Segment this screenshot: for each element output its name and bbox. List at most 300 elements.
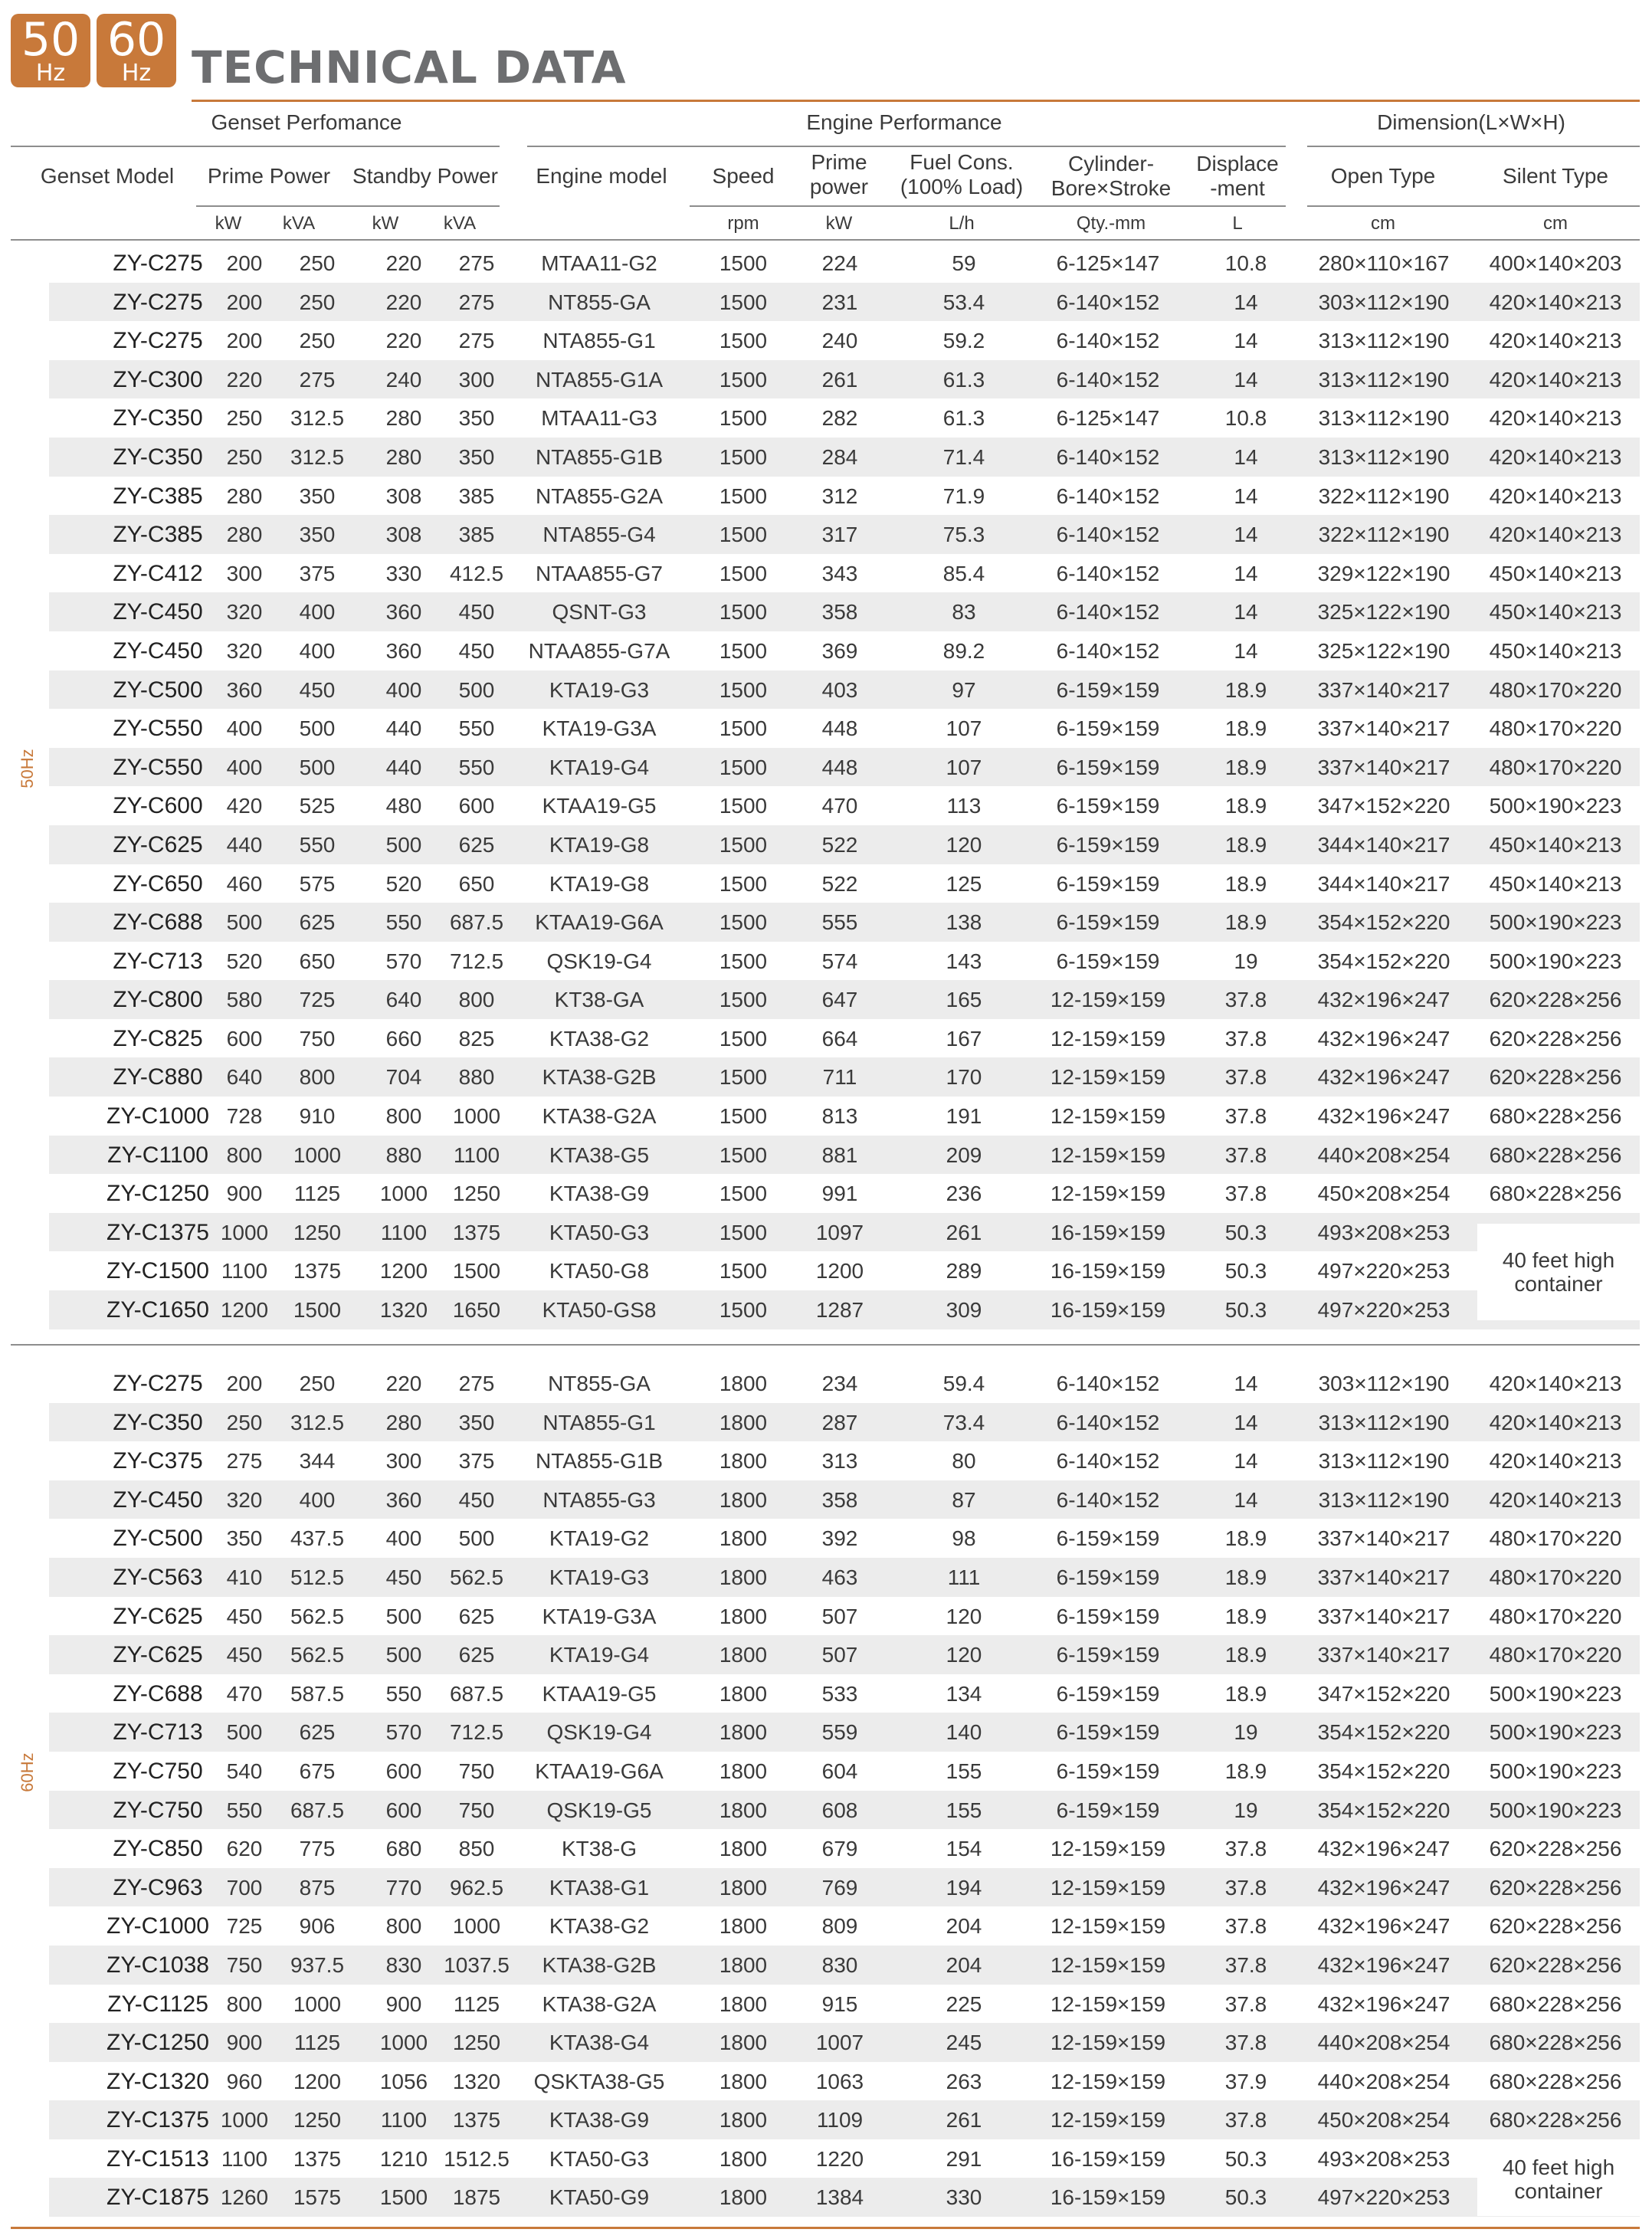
cell-speed: 1500 — [719, 755, 768, 779]
cell-fuel-consumption: 61.3 — [942, 406, 985, 431]
cell-engine-prime-kw: 881 — [821, 1142, 858, 1167]
cell-prime-kva: 650 — [299, 949, 336, 973]
cell-speed: 1500 — [719, 988, 768, 1012]
cell-open-type-dimension: 432×196×247 — [1317, 1991, 1450, 2016]
cell-prime-kva: 1000 — [293, 1991, 342, 2016]
cell-genset-model: ZY-C1375 — [107, 2107, 209, 2133]
cell-genset-model: ZY-C1320 — [107, 2068, 209, 2094]
cell-prime-kw: 280 — [226, 523, 263, 547]
cell-prime-kw: 700 — [226, 1875, 263, 1900]
cell-prime-kw: 250 — [226, 1410, 263, 1434]
cell-engine-prime-kw: 240 — [821, 329, 858, 353]
cell-fuel-consumption: 330 — [946, 2185, 982, 2210]
cell-silent-type-dimension: 420×140×213 — [1489, 367, 1622, 392]
cell-standby-kw: 520 — [385, 871, 422, 896]
col-engine-prime-line1: Prime — [811, 150, 867, 174]
cell-fuel-consumption: 138 — [946, 910, 982, 935]
cell-engine-prime-kw: 711 — [822, 1065, 857, 1090]
cell-silent-type-dimension: 450×140×213 — [1489, 871, 1622, 896]
cell-engine-model: NTA855-G4 — [542, 523, 656, 547]
table-row — [49, 360, 1640, 399]
cell-displacement: 37.9 — [1224, 2069, 1267, 2093]
cell-speed: 1800 — [719, 1565, 768, 1589]
cell-standby-kw: 450 — [385, 1565, 422, 1589]
table-row — [49, 438, 1640, 477]
cell-standby-kw: 300 — [385, 1449, 422, 1474]
cell-fuel-consumption: 289 — [946, 1259, 982, 1283]
cell-cylinder-bore-stroke: 6-159×159 — [1056, 1759, 1160, 1783]
cell-open-type-dimension: 440×208×254 — [1317, 2069, 1450, 2093]
cell-prime-kva: 875 — [299, 1875, 336, 1900]
cell-fuel-consumption: 89.2 — [942, 638, 985, 663]
cell-engine-prime-kw: 282 — [821, 406, 858, 431]
table-row — [49, 1829, 1640, 1868]
cell-prime-kva: 725 — [299, 988, 336, 1012]
cell-speed: 1800 — [719, 1952, 768, 1977]
cell-engine-prime-kw: 231 — [821, 290, 858, 314]
cell-standby-kw: 500 — [385, 832, 422, 857]
cell-prime-kw: 350 — [226, 1526, 263, 1551]
cell-standby-kva: 1650 — [452, 1298, 501, 1323]
cell-silent-type-dimension: 420×140×213 — [1489, 1372, 1622, 1395]
cell-prime-kw: 800 — [226, 1142, 263, 1167]
cell-fuel-consumption: 73.4 — [942, 1410, 985, 1434]
cell-open-type-dimension: 450×208×254 — [1317, 2108, 1450, 2132]
cell-standby-kva: 550 — [458, 755, 495, 779]
cell-speed: 1500 — [719, 832, 768, 857]
table-50hz — [49, 244, 1640, 1329]
cell-displacement: 18.9 — [1224, 1643, 1267, 1667]
table-row — [49, 1946, 1640, 1985]
table-row — [49, 1480, 1640, 1519]
cell-displacement: 14 — [1234, 1372, 1258, 1395]
col-fuel-line2: (100% Load) — [900, 175, 1024, 198]
cell-prime-kva: 250 — [299, 1372, 336, 1395]
table-row — [49, 244, 1640, 283]
cell-standby-kw: 240 — [385, 367, 422, 392]
cell-prime-kw: 250 — [226, 444, 263, 469]
cell-engine-prime-kw: 284 — [821, 444, 858, 469]
cell-standby-kva: 750 — [458, 1759, 495, 1783]
cell-silent-type-dimension: 620×228×256 — [1489, 1065, 1622, 1090]
cell-speed: 1800 — [719, 1372, 768, 1395]
cell-cylinder-bore-stroke: 12-159×159 — [1050, 1142, 1166, 1167]
cell-speed: 1500 — [719, 561, 768, 585]
cell-prime-kva: 800 — [299, 1065, 336, 1090]
cell-fuel-consumption: 75.3 — [942, 523, 985, 547]
cell-open-type-dimension: 325×122×190 — [1317, 600, 1450, 624]
cell-cylinder-bore-stroke: 16-159×159 — [1050, 1298, 1166, 1323]
cell-open-type-dimension: 313×112×190 — [1318, 406, 1450, 431]
unit-engine-power: kW — [825, 213, 853, 234]
cell-engine-prime-kw: 1097 — [815, 1220, 864, 1244]
col-engine-prime-power — [797, 150, 881, 199]
cell-open-type-dimension: 337×140×217 — [1317, 677, 1450, 702]
cell-cylinder-bore-stroke: 6-140×152 — [1056, 444, 1160, 469]
cell-standby-kw: 550 — [385, 910, 422, 935]
cell-prime-kva: 1250 — [293, 1220, 342, 1244]
col-engine-model: Engine model — [536, 164, 667, 188]
cell-open-type-dimension: 325×122×190 — [1317, 638, 1450, 663]
cell-standby-kw: 360 — [385, 638, 422, 663]
cell-fuel-consumption: 98 — [952, 1526, 976, 1551]
cell-prime-kw: 580 — [226, 988, 263, 1012]
cell-standby-kw: 800 — [385, 1914, 422, 1939]
cell-genset-model: ZY-C450 — [113, 599, 203, 625]
engine-performance-heading: Engine Performance — [806, 110, 1002, 134]
cell-engine-prime-kw: 830 — [821, 1952, 858, 1977]
unit-open-type: cm — [1371, 213, 1395, 234]
cell-silent-type-dimension: 420×140×213 — [1489, 329, 1622, 353]
cell-prime-kva: 1125 — [293, 2031, 341, 2055]
cell-standby-kva: 712.5 — [449, 1720, 504, 1745]
cell-genset-model: ZY-C1038 — [107, 1952, 209, 1978]
cell-prime-kva: 375 — [299, 561, 336, 585]
cell-genset-model: ZY-C625 — [113, 1603, 203, 1629]
cell-open-type-dimension: 432×196×247 — [1317, 1065, 1450, 1090]
cell-cylinder-bore-stroke: 6-159×159 — [1056, 1720, 1160, 1745]
cell-cylinder-bore-stroke: 16-159×159 — [1050, 2146, 1166, 2171]
cell-cylinder-bore-stroke: 6-159×159 — [1056, 1798, 1160, 1822]
cell-open-type-dimension: 337×140×217 — [1317, 1604, 1450, 1628]
cell-genset-model: ZY-C412 — [113, 560, 203, 586]
cell-open-type-dimension: 322×112×190 — [1318, 484, 1450, 508]
cell-silent-type-dimension: 500×190×223 — [1489, 1798, 1622, 1822]
cell-cylinder-bore-stroke: 6-159×159 — [1056, 910, 1160, 935]
genset-group-rule — [11, 146, 500, 147]
cell-genset-model: ZY-C1375 — [107, 1219, 209, 1245]
cell-genset-model: ZY-C750 — [113, 1758, 203, 1784]
cell-prime-kva: 906 — [299, 1914, 336, 1939]
col-open-type: Open Type — [1330, 164, 1436, 188]
table-row — [49, 631, 1640, 670]
col-displacement-line2: -ment — [1210, 176, 1265, 200]
cell-displacement: 37.8 — [1224, 1991, 1267, 2016]
cell-cylinder-bore-stroke: 6-140×152 — [1056, 1372, 1160, 1395]
cell-engine-prime-kw: 463 — [821, 1565, 858, 1589]
cell-fuel-consumption: 107 — [946, 716, 982, 741]
cell-genset-model: ZY-C1500 — [107, 1258, 209, 1284]
cell-silent-type-dimension: 480×170×220 — [1489, 1565, 1622, 1589]
col-fuel-line1: Fuel Cons. — [910, 150, 1014, 174]
cell-cylinder-bore-stroke: 6-140×152 — [1056, 1487, 1160, 1512]
cell-genset-model: ZY-C650 — [113, 870, 203, 897]
cell-silent-type-dimension: 480×170×220 — [1489, 716, 1622, 741]
cell-speed: 1500 — [719, 949, 768, 973]
cell-displacement: 18.9 — [1224, 677, 1267, 702]
table-row — [49, 1097, 1640, 1136]
cell-genset-model: ZY-C825 — [113, 1025, 203, 1051]
cell-speed: 1500 — [719, 794, 768, 818]
cell-standby-kva: 1250 — [452, 2031, 501, 2055]
cell-silent-type-dimension: 680×228×256 — [1489, 1142, 1622, 1167]
cell-standby-kva: 350 — [458, 444, 495, 469]
cell-displacement: 18.9 — [1224, 1565, 1267, 1589]
cell-displacement: 18.9 — [1224, 871, 1267, 896]
cell-genset-model: ZY-C550 — [113, 754, 203, 780]
cell-prime-kva: 250 — [299, 251, 336, 275]
cell-standby-kw: 500 — [385, 1643, 422, 1667]
cell-prime-kw: 460 — [226, 871, 263, 896]
cell-displacement: 18.9 — [1224, 910, 1267, 935]
cell-prime-kw: 450 — [226, 1604, 263, 1628]
table-row — [49, 2100, 1640, 2139]
cell-fuel-consumption: 59.4 — [942, 1372, 985, 1395]
cell-standby-kva: 1320 — [452, 2069, 501, 2093]
cell-cylinder-bore-stroke: 16-159×159 — [1050, 2185, 1166, 2210]
cell-engine-model: KTA38-G2A — [542, 1104, 657, 1129]
cell-standby-kw: 440 — [385, 716, 422, 741]
cell-fuel-consumption: 113 — [946, 794, 982, 818]
cell-speed: 1500 — [719, 444, 768, 469]
cell-prime-kw: 420 — [226, 794, 263, 818]
cell-speed: 1800 — [719, 1798, 768, 1822]
cell-standby-kva: 500 — [458, 1526, 495, 1551]
cell-engine-prime-kw: 533 — [821, 1681, 858, 1706]
dimension-units-rule — [1307, 205, 1640, 207]
cell-prime-kw: 600 — [226, 1026, 263, 1051]
cell-standby-kw: 550 — [385, 1681, 422, 1706]
cell-prime-kva: 937.5 — [290, 1952, 345, 1977]
cell-engine-prime-kw: 647 — [821, 988, 858, 1012]
cell-silent-type-dimension: 620×228×256 — [1489, 1026, 1622, 1051]
unit-silent-type: cm — [1543, 213, 1568, 234]
cell-standby-kw: 220 — [385, 329, 422, 353]
cell-prime-kva: 350 — [299, 523, 336, 547]
cell-standby-kva: 350 — [458, 406, 495, 431]
cell-open-type-dimension: 432×196×247 — [1317, 1026, 1450, 1051]
cell-engine-model: KTA19-G4 — [549, 1643, 650, 1667]
cell-standby-kva: 687.5 — [449, 910, 504, 935]
cell-engine-model: KT38-G — [561, 1837, 638, 1861]
cell-engine-prime-kw: 224 — [821, 251, 858, 275]
cell-standby-kva: 962.5 — [449, 1875, 504, 1900]
col-genset-model: Genset Model — [40, 164, 175, 188]
cell-cylinder-bore-stroke: 12-159×159 — [1050, 2031, 1166, 2055]
cell-fuel-consumption: 120 — [946, 1643, 982, 1667]
cell-prime-kva: 575 — [299, 871, 336, 896]
cell-standby-kw: 360 — [385, 1487, 422, 1512]
cell-prime-kva: 562.5 — [290, 1604, 345, 1628]
cell-engine-prime-kw: 522 — [821, 832, 858, 857]
cell-silent-type-dimension: 450×140×213 — [1489, 561, 1622, 585]
cell-speed: 1800 — [719, 2185, 768, 2210]
cell-open-type-dimension: 432×196×247 — [1317, 1875, 1450, 1900]
table-row — [49, 1290, 1640, 1329]
cell-speed: 1800 — [719, 2069, 768, 2093]
cell-standby-kva: 385 — [458, 523, 495, 547]
cell-prime-kva: 512.5 — [290, 1565, 345, 1589]
cell-engine-prime-kw: 574 — [821, 949, 858, 973]
cell-standby-kw: 280 — [385, 444, 422, 469]
cell-speed: 1500 — [719, 1259, 768, 1283]
cell-displacement: 14 — [1234, 484, 1258, 508]
cell-prime-kw: 1000 — [220, 2108, 269, 2132]
cell-open-type-dimension: 329×122×190 — [1317, 561, 1450, 585]
cell-fuel-consumption: 155 — [946, 1798, 982, 1822]
cell-engine-model: KTAA19-G6A — [535, 910, 664, 935]
cell-genset-model: ZY-C800 — [113, 987, 203, 1013]
cell-prime-kw: 640 — [226, 1065, 263, 1090]
cell-cylinder-bore-stroke: 6-159×159 — [1056, 949, 1160, 973]
cell-open-type-dimension: 313×112×190 — [1318, 1487, 1450, 1512]
cell-standby-kw: 680 — [385, 1837, 422, 1861]
cell-cylinder-bore-stroke: 6-159×159 — [1056, 1604, 1160, 1628]
cell-standby-kw: 480 — [385, 794, 422, 818]
cell-standby-kva: 500 — [458, 677, 495, 702]
cell-engine-model: NTA855-G3 — [542, 1487, 656, 1512]
cell-engine-prime-kw: 358 — [821, 1487, 858, 1512]
unit-standby-kva: kVA — [443, 213, 477, 234]
cell-cylinder-bore-stroke: 12-159×159 — [1050, 1837, 1166, 1861]
cell-fuel-consumption: 291 — [946, 2146, 982, 2171]
cell-prime-kw: 300 — [226, 561, 263, 585]
cell-standby-kva: 562.5 — [449, 1565, 504, 1589]
cell-prime-kw: 200 — [226, 1372, 263, 1395]
cell-open-type-dimension: 313×112×190 — [1318, 1410, 1450, 1434]
cell-engine-model: KTA38-G1 — [549, 1875, 650, 1900]
cell-genset-model: ZY-C750 — [113, 1797, 203, 1823]
cell-silent-type-dimension: 680×228×256 — [1489, 1104, 1622, 1129]
cell-speed: 1500 — [719, 871, 768, 896]
cell-open-type-dimension: 347×152×220 — [1317, 794, 1450, 818]
cell-engine-prime-kw: 1109 — [816, 2108, 864, 2132]
table-row — [49, 1752, 1640, 1791]
cell-cylinder-bore-stroke: 12-159×159 — [1050, 1104, 1166, 1129]
cell-engine-prime-kw: 313 — [821, 1449, 858, 1474]
cell-standby-kw: 1000 — [379, 2031, 428, 2055]
cell-genset-model: ZY-C1100 — [107, 1142, 208, 1168]
cell-cylinder-bore-stroke: 12-159×159 — [1050, 1914, 1166, 1939]
cell-fuel-consumption: 71.9 — [942, 484, 985, 508]
table-row — [49, 1213, 1640, 1252]
cell-prime-kva: 1575 — [293, 2185, 342, 2210]
cell-engine-prime-kw: 991 — [821, 1182, 858, 1206]
cell-speed: 1800 — [719, 1759, 768, 1783]
cell-speed: 1500 — [719, 484, 768, 508]
cell-genset-model: ZY-C350 — [113, 1409, 203, 1435]
cell-prime-kw: 200 — [226, 290, 263, 314]
cell-cylinder-bore-stroke: 6-159×159 — [1056, 716, 1160, 741]
cell-prime-kva: 400 — [299, 638, 336, 663]
cell-cylinder-bore-stroke: 6-140×152 — [1056, 484, 1160, 508]
table-row — [49, 942, 1640, 981]
unit-prime-kva: kVA — [282, 213, 316, 234]
table-row — [49, 398, 1640, 438]
cell-genset-model: ZY-C1000 — [107, 1913, 209, 1939]
cell-silent-type-dimension: 450×140×213 — [1489, 832, 1622, 857]
cell-prime-kw: 320 — [226, 600, 263, 624]
table-row — [49, 1868, 1640, 1907]
table-row — [49, 1985, 1640, 2024]
table-row — [49, 1597, 1640, 1636]
cell-prime-kva: 587.5 — [290, 1681, 345, 1706]
cell-prime-kva: 1250 — [293, 2108, 342, 2132]
cell-standby-kw: 400 — [385, 1526, 422, 1551]
cell-standby-kw: 360 — [385, 600, 422, 624]
cell-engine-prime-kw: 403 — [821, 677, 858, 702]
cell-open-type-dimension: 337×140×217 — [1317, 1526, 1450, 1551]
cell-engine-prime-kw: 915 — [821, 1991, 858, 2016]
cell-fuel-consumption: 120 — [946, 832, 982, 857]
table-row — [49, 1403, 1640, 1442]
cell-speed: 1500 — [719, 600, 768, 624]
cell-speed: 1500 — [719, 1298, 768, 1323]
cell-cylinder-bore-stroke: 6-159×159 — [1056, 794, 1160, 818]
cell-fuel-consumption: 85.4 — [942, 561, 985, 585]
cell-engine-model: QSK19-G4 — [546, 949, 652, 973]
cell-standby-kw: 1200 — [379, 1259, 428, 1283]
cell-engine-prime-kw: 555 — [821, 910, 858, 935]
cell-standby-kva: 350 — [458, 1410, 495, 1434]
cell-fuel-consumption: 309 — [946, 1298, 982, 1323]
cell-silent-type-dimension: 500×190×223 — [1489, 1759, 1622, 1783]
cell-engine-prime-kw: 312 — [821, 484, 858, 508]
cell-displacement: 37.8 — [1224, 1142, 1267, 1167]
cell-standby-kw: 440 — [385, 755, 422, 779]
cell-speed: 1800 — [719, 1604, 768, 1628]
cell-speed: 1500 — [719, 638, 768, 663]
cell-fuel-consumption: 261 — [946, 2108, 982, 2132]
cell-genset-model: ZY-C850 — [113, 1836, 203, 1862]
cell-standby-kva: 1000 — [452, 1914, 501, 1939]
cell-engine-prime-kw: 1287 — [815, 1298, 864, 1323]
cell-engine-model: KTA19-G3A — [542, 716, 657, 741]
cell-engine-model: KTA50-G8 — [549, 1259, 650, 1283]
cell-engine-model: NTA855-G2A — [536, 484, 663, 508]
cell-speed: 1800 — [719, 1720, 768, 1745]
cell-displacement: 14 — [1234, 638, 1258, 663]
cell-cylinder-bore-stroke: 6-159×159 — [1056, 832, 1160, 857]
cell-standby-kva: 275 — [458, 1372, 495, 1395]
cell-engine-prime-kw: 604 — [821, 1759, 858, 1783]
cell-standby-kva: 625 — [458, 1643, 495, 1667]
col-cylinder-line1: Cylinder- — [1067, 152, 1155, 175]
cell-standby-kva: 275 — [458, 290, 495, 314]
unit-fuel: L/h — [949, 213, 975, 234]
col-speed: Speed — [712, 164, 775, 188]
cell-prime-kva: 437.5 — [290, 1526, 345, 1551]
genset-performance-heading: Genset Perfomance — [211, 110, 402, 134]
cell-displacement: 37.8 — [1224, 988, 1267, 1012]
cell-prime-kw: 900 — [226, 1182, 263, 1206]
cell-displacement: 50.3 — [1224, 1259, 1267, 1283]
cell-standby-kw: 600 — [385, 1759, 422, 1783]
cell-standby-kw: 570 — [385, 1720, 422, 1745]
cell-prime-kw: 800 — [226, 1991, 263, 2016]
cell-engine-model: KTA38-G9 — [549, 2108, 650, 2132]
cell-open-type-dimension: 303×112×190 — [1318, 1372, 1450, 1395]
cell-fuel-consumption: 194 — [946, 1875, 982, 1900]
cell-standby-kw: 640 — [385, 988, 422, 1012]
cell-standby-kw: 280 — [385, 406, 422, 431]
cell-engine-model: QSK19-G5 — [546, 1798, 652, 1822]
cell-cylinder-bore-stroke: 6-125×147 — [1056, 251, 1160, 275]
cell-fuel-consumption: 53.4 — [942, 290, 985, 314]
cell-open-type-dimension: 497×220×253 — [1317, 2185, 1450, 2210]
cell-standby-kva: 1100 — [453, 1142, 500, 1167]
cell-prime-kva: 1000 — [293, 1142, 342, 1167]
cell-engine-model: KTA19-G3 — [549, 1565, 650, 1589]
cell-standby-kw: 600 — [385, 1798, 422, 1822]
cell-standby-kva: 300 — [458, 367, 495, 392]
cell-prime-kva: 775 — [299, 1837, 336, 1861]
cell-displacement: 50.3 — [1224, 1298, 1267, 1323]
cell-standby-kw: 1000 — [379, 1182, 428, 1206]
cell-genset-model: ZY-C300 — [113, 366, 203, 392]
cell-engine-model: KTA19-G8 — [549, 832, 650, 857]
table-row — [49, 670, 1640, 710]
